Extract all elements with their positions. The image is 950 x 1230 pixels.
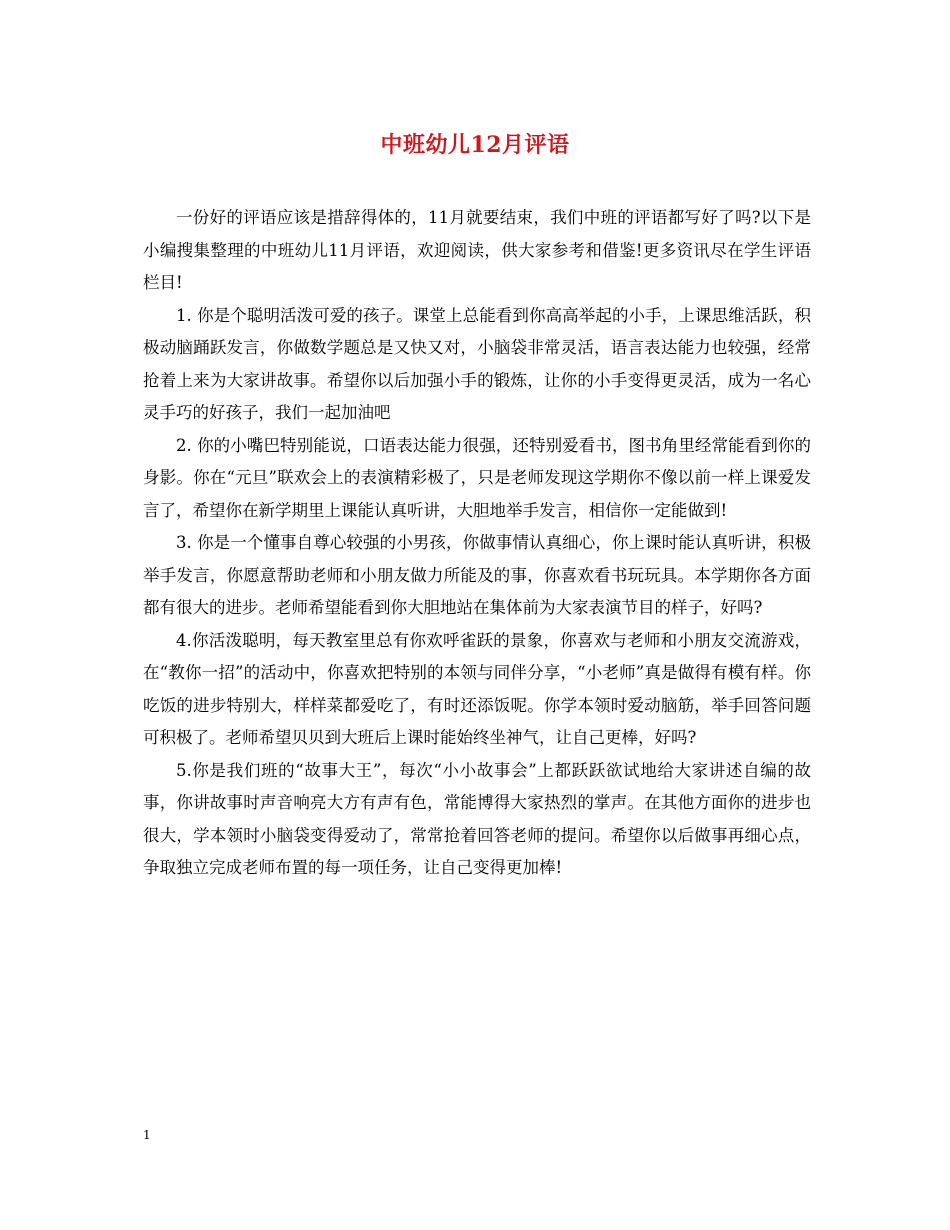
- intro-paragraph: 一份好的评语应该是措辞得体的，11月就要结束，我们中班的评语都写好了吗?以下是小编搜集整理的中班幼儿11月评语，欢迎阅读，供大家参考和借鉴!更多资讯尽在学生评语栏目!: [143, 208, 811, 292]
- comment-paragraph-5: 5.你是我们班的“故事大王”，每次“小小故事会”上都跃跃欲试地给大家讲述自编的故事，你讲故事时声音响亮大方有声有色，常能博得大家热烈的掌声。在其他方面你的进步也很大，学本领时小脑袋变得爱动了，常常抢着回答老师的提问。希望你以后做事再细心点，争取独立完成老师布置的每一项任务，让自己变得更加棒!: [143, 760, 811, 877]
- comment-paragraph-2: 2. 你的小嘴巴特别能说，口语表达能力很强，还特别爱看书，图书角里经常能看到你的身影。你在“元旦”联欢会上的表演精彩极了，只是老师发现这学期你不像以前一样上课爱发言了，希望你在新学期里上课能认真听讲，大胆地举手发言，相信你一定能做到!: [143, 435, 811, 520]
- comment-paragraph-1: 1. 你是个聪明活泼可爱的孩子。课堂上总能看到你高高举起的小手，上课思维活跃，积极动脑踊跃发言，你做数学题总是又快又对，小脑袋非常灵活，语言表达能力也较强，经常抢着上来为大家讲故事。希望你以后加强小手的锻炼，让你的小手变得更灵活，成为一名心灵手巧的好孩子，我们一起加油吧: [143, 305, 811, 422]
- page-number: 1: [143, 1128, 151, 1142]
- comment-paragraph-4: 4.你活泼聪明，每天教室里总有你欢呼雀跃的景象，你喜欢与老师和小朋友交流游戏，在“教你一招”的活动中，你喜欢把特别的本领与同伴分享，“小老师”真是做得有模有样。你吃饭的进步特别大，样样菜都爱吃了，有时还添饭呢。你学本领时爱动脑筋，举手回答问题可积极了。老师希望贝贝到大班后上课时能始终坐神气，让自己更棒，好吗?: [143, 630, 811, 747]
- document-title: 中班幼儿12月评语: [380, 132, 570, 158]
- comment-paragraph-3: 3. 你是一个懂事自尊心较强的小男孩，你做事情认真细心，你上课时能认真听讲，积极举手发言，你愿意帮助老师和小朋友做力所能及的事，你喜欢看书玩玩具。本学期你各方面都有很大的进步。老师希望能看到你大胆地站在集体前为大家表演节目的样子，好吗?: [143, 533, 811, 617]
- document-body: [143, 202, 811, 885]
